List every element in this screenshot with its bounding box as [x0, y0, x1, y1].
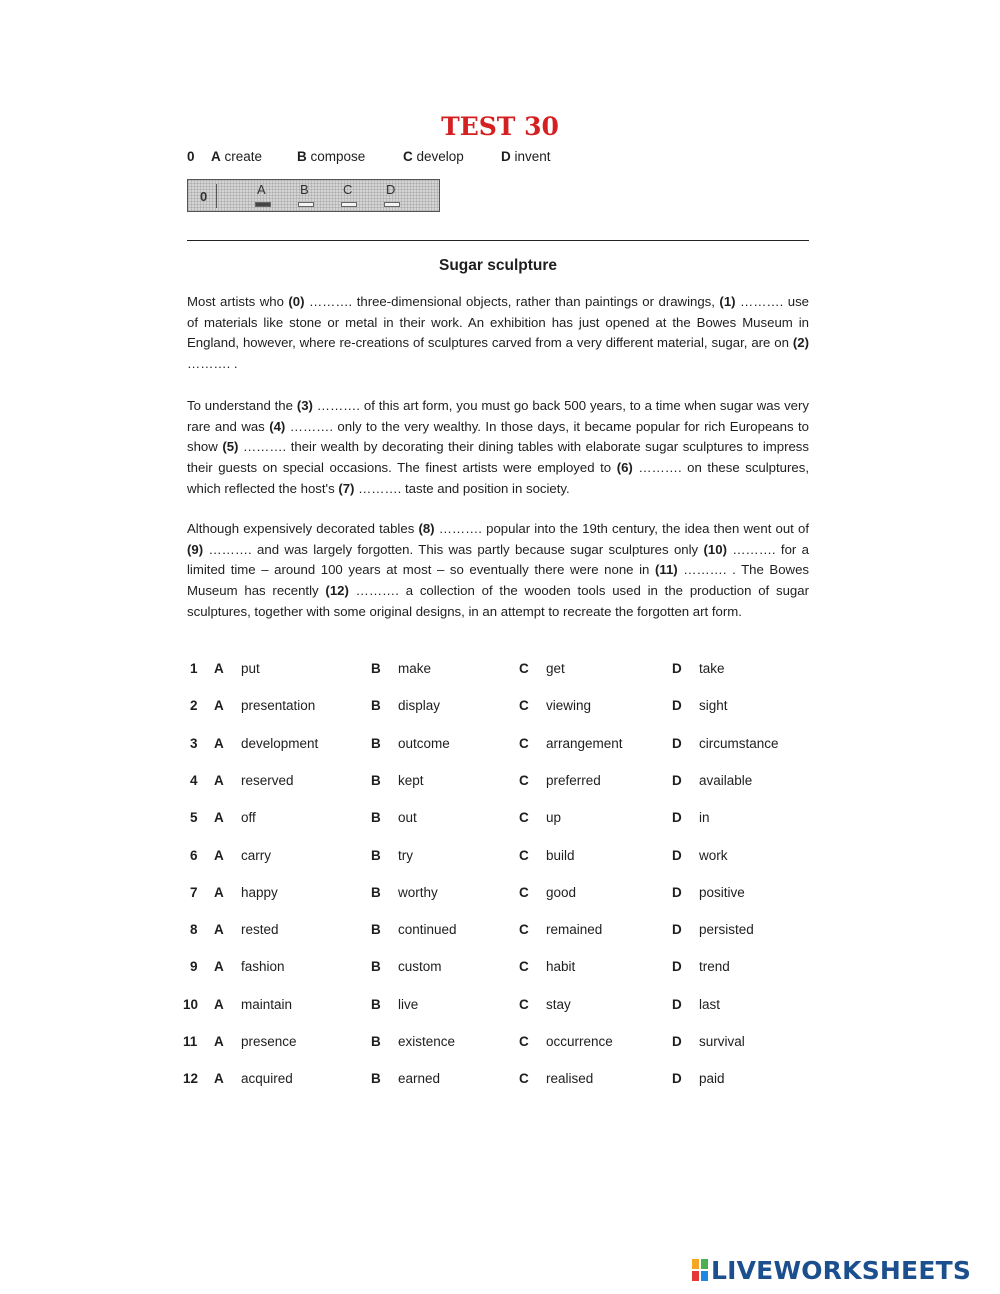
example-option-a: A create — [211, 149, 263, 164]
option-word-b: try — [398, 847, 413, 863]
question-number: 10 — [183, 996, 199, 1012]
option-word-c: habit — [546, 959, 576, 975]
paragraph-text: ………. their wealth by decorating their dining tables with elaborate sugar sculptures to impress their guests on special occasions. The finest artists were employed to — [187, 439, 809, 476]
option-letter-a: A — [214, 959, 224, 975]
option-word-a: carry — [241, 847, 271, 863]
question-number: 5 — [190, 810, 198, 826]
paragraph-text: ………. of this art form, you must go back 500 years, to a time when sugar was very rare and was — [187, 398, 809, 434]
paragraph-text: ………. on these sculptures, which reflected the host's — [187, 460, 809, 496]
paragraph-2 — [187, 396, 809, 500]
option-letter-d: D — [672, 959, 682, 975]
option-word-b: outcome — [398, 735, 450, 751]
option-letter-b: B — [371, 772, 381, 788]
paragraph-text: ………. three-dimensional objects, rather than paintings or drawings, — [304, 294, 720, 309]
option-word-c: arrangement — [546, 735, 623, 751]
option-word-d: positive — [699, 884, 745, 900]
option-letter-d: D — [672, 1071, 682, 1087]
option-letter-a: A — [214, 847, 224, 863]
option-letter-a: A — [214, 772, 224, 788]
option-word-d: trend — [699, 959, 730, 975]
option-letter-c: C — [519, 959, 529, 975]
gap-number: (5) — [222, 439, 239, 455]
option-letter-d: D — [672, 810, 682, 826]
question-number: 1 — [190, 661, 198, 676]
paragraph-text: ………. and was largely forgotten. This was partly because sugar sculptures only — [203, 541, 704, 557]
option-letter-d: D — [672, 698, 682, 714]
example-option-c: C develop — [403, 149, 464, 164]
option-letter-d: D — [672, 847, 682, 863]
option-letter-c: C — [519, 1034, 529, 1049]
option-letter-d: D — [672, 1034, 682, 1049]
option-word-d: last — [699, 996, 721, 1012]
logo-text: LIVEWORKSHEETS — [711, 1255, 972, 1285]
option-letter-b: B — [371, 959, 381, 975]
option-letter-b: B — [371, 884, 381, 900]
question-number: 2 — [190, 698, 198, 714]
option-word-b: live — [398, 996, 419, 1012]
example-answer-box — [187, 179, 440, 212]
option-word-d: paid — [699, 1071, 725, 1087]
paragraph-text: ………. for a limited time – around 100 years at most – so eventually there were none in — [187, 541, 809, 578]
option-word-c: viewing — [546, 698, 592, 714]
option-letter-b: B — [371, 698, 381, 714]
paragraph-text: ………. only to the very wealthy. In those days, it became popular for rich Europeans to show — [187, 418, 809, 455]
option-word-d: work — [699, 847, 728, 863]
option-word-a: presentation — [241, 698, 316, 714]
option-letter-d: D — [672, 661, 682, 676]
option-letter-a: A — [214, 996, 224, 1012]
text-heading: Sugar sculpture — [439, 257, 557, 274]
gap-number: (8) — [418, 521, 435, 536]
option-word-b: earned — [398, 1071, 441, 1087]
option-word-c: build — [546, 847, 575, 863]
answer-box-letter-c: C — [343, 182, 353, 197]
option-letter-d: D — [672, 996, 682, 1012]
gap-number: (10) — [703, 541, 727, 557]
option-word-b: out — [398, 810, 417, 826]
option-letter-a: A — [214, 922, 224, 938]
option-word-a: acquired — [241, 1071, 293, 1087]
paragraph-text: ………. taste and position in society. — [354, 480, 570, 496]
option-letter-c: C — [519, 735, 529, 751]
option-word-d: circumstance — [699, 735, 779, 751]
option-word-b: custom — [398, 959, 442, 975]
option-letter-a: A — [214, 735, 224, 751]
option-letter-c: C — [519, 661, 529, 676]
paragraph-text: Although expensively decorated tables — [187, 521, 419, 536]
option-word-b: kept — [398, 772, 424, 788]
option-word-d: persisted — [699, 922, 754, 938]
option-word-a: development — [241, 735, 319, 751]
option-word-a: off — [241, 810, 256, 826]
option-word-c: up — [546, 810, 562, 826]
question-number: 6 — [190, 847, 198, 863]
option-word-d: available — [699, 772, 753, 788]
answer-mark-d — [384, 202, 400, 207]
example-option-b: B compose — [297, 149, 366, 164]
option-letter-d: D — [672, 922, 682, 938]
example-option-d: D invent — [501, 149, 551, 164]
gap-number: (3) — [296, 398, 313, 413]
paragraph-text: Most artists who — [187, 294, 289, 309]
option-letter-d: D — [672, 772, 682, 788]
gap-number: (12) — [325, 583, 349, 599]
page-title: TEST 30 — [441, 112, 559, 141]
gap-number: (9) — [187, 541, 204, 557]
gap-number: (1) — [719, 294, 736, 309]
answer-box-divider — [216, 184, 217, 208]
example-number: 0 — [187, 149, 195, 164]
paragraph-3 — [187, 519, 809, 623]
option-word-c: remained — [546, 922, 603, 938]
gap-number: (7) — [338, 480, 355, 496]
option-word-a: happy — [241, 884, 278, 900]
option-word-c: get — [546, 661, 565, 676]
gap-number: (11) — [654, 562, 678, 578]
paragraph-text: ………. a collection of the wooden tools used in the production of sugar sculptures, together with some original designs, in an attempt to recreate the forgotten art form. — [187, 583, 809, 619]
option-word-d: survival — [699, 1034, 745, 1049]
option-word-c: occurrence — [546, 1034, 613, 1049]
question-number: 9 — [190, 959, 198, 975]
option-letter-c: C — [519, 884, 529, 900]
answer-box-number: 0 — [200, 189, 208, 204]
option-letter-c: C — [519, 1071, 529, 1087]
option-word-b: worthy — [398, 884, 438, 900]
gap-number: (6) — [616, 460, 633, 476]
option-word-d: sight — [699, 698, 728, 714]
answer-mark-b — [298, 202, 314, 207]
question-number: 12 — [183, 1071, 199, 1087]
paragraph-text: ………. use of materials like stone or metal in their work. An exhibition has just opened at the Bowes Museum in England, however, where re-creations of sculptures carved from a very different material, sugar, are on — [187, 294, 809, 351]
option-letter-b: B — [371, 810, 381, 826]
option-letter-a: A — [214, 810, 224, 826]
option-word-b: make — [398, 661, 432, 676]
option-word-a: reserved — [241, 772, 294, 788]
option-word-a: fashion — [241, 959, 285, 975]
option-word-c: realised — [546, 1071, 594, 1087]
option-letter-c: C — [519, 810, 529, 826]
paragraph-text: To understand the — [187, 398, 297, 413]
option-letter-b: B — [371, 661, 381, 676]
answer-mark-a — [255, 202, 271, 207]
option-letter-b: B — [371, 922, 381, 938]
option-letter-a: A — [214, 1034, 224, 1049]
option-word-a: presence — [241, 1034, 297, 1049]
answer-box-letter-b: B — [300, 182, 309, 197]
gap-number: (0) — [288, 294, 305, 309]
question-number: 8 — [190, 922, 198, 938]
option-letter-c: C — [519, 772, 529, 788]
answer-box-letter-d: D — [386, 182, 396, 197]
liveworksheets-logo — [692, 1257, 971, 1283]
question-number: 11 — [183, 1034, 198, 1049]
option-word-d: take — [699, 661, 725, 676]
section-divider — [187, 240, 809, 241]
option-letter-a: A — [214, 884, 224, 900]
option-letter-a: A — [214, 661, 224, 676]
question-number: 7 — [190, 884, 198, 900]
option-letter-d: D — [672, 735, 682, 751]
option-word-d: in — [699, 810, 710, 826]
gap-number: (4) — [269, 418, 286, 434]
option-word-b: display — [398, 698, 441, 714]
option-word-c: good — [546, 884, 577, 900]
option-word-c: stay — [546, 996, 571, 1012]
answer-box-letter-a: A — [257, 182, 266, 197]
option-letter-a: A — [214, 698, 224, 714]
paragraph-text: ………. . The Bowes Museum has recently — [187, 562, 809, 599]
option-word-b: existence — [398, 1034, 456, 1049]
answer-mark-c — [341, 202, 357, 207]
gap-number: (2) — [792, 335, 809, 351]
option-word-b: continued — [398, 922, 457, 938]
option-letter-c: C — [519, 698, 529, 714]
option-letter-a: A — [214, 1071, 224, 1087]
question-number: 4 — [190, 772, 198, 788]
option-letter-c: C — [519, 996, 529, 1012]
paragraph-text: ………. popular into the 19th century, the idea then went out of — [434, 521, 810, 536]
paragraph-1 — [187, 292, 809, 375]
option-word-a: rested — [241, 922, 279, 938]
option-letter-b: B — [371, 1071, 381, 1087]
option-word-c: preferred — [546, 772, 601, 788]
option-letter-b: B — [371, 735, 381, 751]
question-number: 3 — [190, 735, 198, 751]
option-letter-d: D — [672, 884, 682, 900]
option-word-a: put — [241, 661, 260, 676]
option-letter-c: C — [519, 922, 529, 938]
paragraph-text: ………. . — [187, 356, 238, 372]
option-letter-b: B — [371, 1034, 381, 1049]
liveworksheets-logo-icon — [692, 1259, 708, 1281]
option-word-a: maintain — [241, 996, 293, 1012]
option-letter-c: C — [519, 847, 529, 863]
option-letter-b: B — [371, 847, 381, 863]
option-letter-b: B — [371, 996, 381, 1012]
